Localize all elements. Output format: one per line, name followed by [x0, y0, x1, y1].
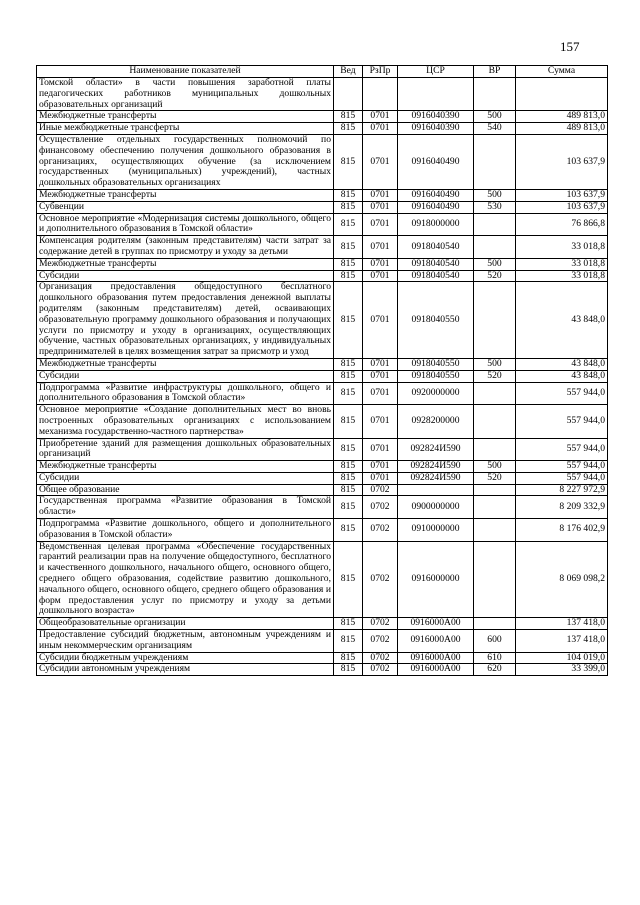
table-row	[37, 461, 608, 473]
cell-sum: 137 418,0	[516, 630, 608, 653]
table-row	[37, 519, 608, 542]
cell-ved: 815	[334, 472, 363, 484]
cell-rzpr: 0701	[363, 405, 398, 438]
table-row	[37, 111, 608, 123]
cell-sum: 43 848,0	[516, 370, 608, 382]
cell-csr: 0900000000	[398, 496, 474, 519]
cell-sum: 557 944,0	[516, 405, 608, 438]
cell-sum: 43 848,0	[516, 358, 608, 370]
cell-csr: 0918040550	[398, 358, 474, 370]
cell-name: Государственная программа «Развитие образования в Томской области»	[37, 496, 334, 519]
cell-csr: 0916000А00	[398, 618, 474, 630]
cell-rzpr	[363, 78, 398, 111]
table-row	[37, 78, 608, 111]
cell-vr	[474, 438, 516, 461]
cell-sum: 557 944,0	[516, 472, 608, 484]
cell-csr: 0928200000	[398, 405, 474, 438]
cell-sum: 76 866,8	[516, 213, 608, 236]
cell-vr: 500	[474, 461, 516, 473]
cell-ved: 815	[334, 201, 363, 213]
cell-vr: 500	[474, 358, 516, 370]
budget-table	[36, 65, 608, 676]
cell-name: Межбюджетные трансферты	[37, 258, 334, 270]
cell-rzpr: 0701	[363, 438, 398, 461]
cell-vr: 600	[474, 630, 516, 653]
cell-vr	[474, 484, 516, 496]
cell-sum: 557 944,0	[516, 382, 608, 405]
cell-rzpr: 0701	[363, 201, 398, 213]
cell-sum	[516, 78, 608, 111]
cell-ved: 815	[334, 405, 363, 438]
cell-ved: 815	[334, 258, 363, 270]
cell-vr	[474, 134, 516, 189]
cell-rzpr: 0702	[363, 664, 398, 676]
cell-sum: 557 944,0	[516, 461, 608, 473]
cell-ved: 815	[334, 438, 363, 461]
cell-csr	[398, 78, 474, 111]
cell-csr: 0918040550	[398, 370, 474, 382]
cell-name: Организация предоставления общедоступного бесплатного дошкольного образования путем предоставления денежной выплаты родителям (законным представителям) детей, осваивающих образовательную программу дошкольного образования и получающих услуги по присмотру и уходу в организациях, осуществляющих обучение, частных образовательных организациях, у индивидуальных предпринимателей в целях возмещения затрат за присмотр и уход	[37, 282, 334, 359]
cell-rzpr: 0702	[363, 496, 398, 519]
cell-csr: 0918040550	[398, 282, 474, 359]
cell-sum: 33 018,8	[516, 236, 608, 259]
cell-ved: 815	[334, 652, 363, 664]
cell-csr: 0918000000	[398, 213, 474, 236]
table-row	[37, 652, 608, 664]
cell-rzpr: 0701	[363, 258, 398, 270]
cell-ved: 815	[334, 664, 363, 676]
cell-name: Основное мероприятие «Создание дополнительных мест во вновь построенных образовательных организациях с использованием механизма государственно-частного партнерства»	[37, 405, 334, 438]
cell-ved: 815	[334, 358, 363, 370]
cell-name: Общее образование	[37, 484, 334, 496]
cell-rzpr: 0701	[363, 472, 398, 484]
cell-rzpr: 0701	[363, 189, 398, 201]
cell-csr: 0918040540	[398, 236, 474, 259]
cell-vr: 610	[474, 652, 516, 664]
cell-rzpr: 0702	[363, 484, 398, 496]
cell-sum: 8 227 972,9	[516, 484, 608, 496]
cell-csr: 0916040490	[398, 189, 474, 201]
column-header-name: Наименование показателей	[37, 66, 334, 78]
table-row	[37, 189, 608, 201]
cell-csr: 0920000000	[398, 382, 474, 405]
table-row	[37, 270, 608, 282]
cell-vr: 520	[474, 472, 516, 484]
table-row	[37, 370, 608, 382]
cell-csr: 0916000000	[398, 541, 474, 618]
table-row	[37, 618, 608, 630]
cell-sum: 103 637,9	[516, 201, 608, 213]
table-row	[37, 484, 608, 496]
table-row	[37, 123, 608, 135]
cell-ved: 815	[334, 189, 363, 201]
cell-rzpr: 0702	[363, 618, 398, 630]
cell-name: Основное мероприятие «Модернизация системы дошкольного, общего и дополнительного образования в Томской области»	[37, 213, 334, 236]
cell-vr: 500	[474, 258, 516, 270]
column-header-vr: ВР	[474, 66, 516, 78]
table-row	[37, 382, 608, 405]
table-row	[37, 630, 608, 653]
cell-rzpr: 0701	[363, 134, 398, 189]
cell-sum: 137 418,0	[516, 618, 608, 630]
cell-ved: 815	[334, 236, 363, 259]
cell-name: Подпрограмма «Развитие дошкольного, общего и дополнительного образования в Томской области»	[37, 519, 334, 542]
cell-name: Субсидии автономным учреждениям	[37, 664, 334, 676]
cell-rzpr: 0702	[363, 541, 398, 618]
cell-name: Субсидии	[37, 472, 334, 484]
cell-rzpr: 0701	[363, 370, 398, 382]
cell-vr	[474, 541, 516, 618]
column-header-rzpr: РзПр	[363, 66, 398, 78]
cell-ved: 815	[334, 213, 363, 236]
cell-ved: 815	[334, 541, 363, 618]
cell-rzpr: 0701	[363, 111, 398, 123]
cell-name: Компенсация родителям (законным представителям) части затрат за содержание детей в группах по присмотру и уходу за детьми	[37, 236, 334, 259]
cell-rzpr: 0701	[363, 270, 398, 282]
cell-rzpr: 0701	[363, 282, 398, 359]
cell-vr: 500	[474, 111, 516, 123]
cell-name: Субсидии	[37, 270, 334, 282]
table-row	[37, 496, 608, 519]
cell-rzpr: 0701	[363, 358, 398, 370]
cell-name: Осуществление отдельных государственных полномочий по финансовому обеспечению получения дошкольного образования в организациях, осуществляющих обучение (за исключением государственных (муниципальных) учреждений), частных дошкольных образовательных организациях	[37, 134, 334, 189]
cell-csr: 0916040390	[398, 111, 474, 123]
table-row	[37, 405, 608, 438]
cell-rzpr: 0701	[363, 382, 398, 405]
cell-name: Ведомственная целевая программа «Обеспечение государственных гарантий реализации прав на получение общедоступного, бесплатного и качественного дошкольного, начального общего, основного общего, среднего общего образования, содействие развитию дошкольного, начального общего, основного общего, среднего общего образования и форм предоставления услуг по присмотру и уходу за детьми дошкольного возраста»	[37, 541, 334, 618]
cell-name: Межбюджетные трансферты	[37, 358, 334, 370]
cell-vr: 530	[474, 201, 516, 213]
cell-rzpr: 0701	[363, 236, 398, 259]
cell-vr: 620	[474, 664, 516, 676]
cell-sum: 489 813,0	[516, 123, 608, 135]
cell-sum: 8 069 098,2	[516, 541, 608, 618]
cell-csr	[398, 484, 474, 496]
column-header-ved: Вед	[334, 66, 363, 78]
cell-rzpr: 0702	[363, 652, 398, 664]
cell-vr: 520	[474, 270, 516, 282]
column-header-sum: Сумма	[516, 66, 608, 78]
cell-ved: 815	[334, 496, 363, 519]
cell-name: Субвенции	[37, 201, 334, 213]
cell-vr	[474, 213, 516, 236]
table-row	[37, 201, 608, 213]
cell-name: Межбюджетные трансферты	[37, 111, 334, 123]
cell-name: Общеобразовательные организации	[37, 618, 334, 630]
cell-name: Приобретение зданий для размещения дошкольных образовательных организаций	[37, 438, 334, 461]
cell-vr	[474, 618, 516, 630]
cell-ved: 815	[334, 461, 363, 473]
cell-sum: 33 018,8	[516, 270, 608, 282]
cell-vr: 540	[474, 123, 516, 135]
cell-sum: 33 018,8	[516, 258, 608, 270]
table-row	[37, 236, 608, 259]
cell-csr: 092824И590	[398, 438, 474, 461]
cell-ved: 815	[334, 630, 363, 653]
cell-ved: 815	[334, 370, 363, 382]
cell-csr: 0916040490	[398, 201, 474, 213]
cell-ved: 815	[334, 270, 363, 282]
cell-sum: 489 813,0	[516, 111, 608, 123]
cell-csr: 092824И590	[398, 461, 474, 473]
cell-name: Субсидии бюджетным учреждениям	[37, 652, 334, 664]
cell-rzpr: 0702	[363, 630, 398, 653]
cell-name: Томской области» в части повышения заработной платы педагогических работников муниципальных дошкольных образовательных организаций	[37, 78, 334, 111]
cell-csr: 092824И590	[398, 472, 474, 484]
cell-csr: 0916040490	[398, 134, 474, 189]
cell-csr: 0910000000	[398, 519, 474, 542]
cell-sum: 43 848,0	[516, 282, 608, 359]
cell-vr	[474, 282, 516, 359]
cell-rzpr: 0701	[363, 461, 398, 473]
table-row	[37, 541, 608, 618]
cell-name: Межбюджетные трансферты	[37, 189, 334, 201]
cell-ved: 815	[334, 282, 363, 359]
table-row	[37, 213, 608, 236]
table-row	[37, 282, 608, 359]
cell-ved: 815	[334, 123, 363, 135]
cell-csr: 0918040540	[398, 270, 474, 282]
cell-vr: 520	[474, 370, 516, 382]
cell-ved: 815	[334, 519, 363, 542]
cell-name: Субсидии	[37, 370, 334, 382]
cell-rzpr: 0701	[363, 123, 398, 135]
table-row	[37, 358, 608, 370]
column-header-csr: ЦСР	[398, 66, 474, 78]
table-header-row	[37, 66, 608, 78]
page-number: 157	[560, 39, 580, 54]
cell-name: Подпрограмма «Развитие инфраструктуры дошкольного, общего и дополнительного образования в Томской области»	[37, 382, 334, 405]
cell-sum: 104 019,0	[516, 652, 608, 664]
cell-rzpr: 0701	[363, 213, 398, 236]
cell-ved: 815	[334, 134, 363, 189]
table-row	[37, 258, 608, 270]
cell-sum: 103 637,9	[516, 189, 608, 201]
cell-name: Предоставление субсидий бюджетным, автономным учреждениям и иным некоммерческим организациям	[37, 630, 334, 653]
cell-sum: 8 209 332,9	[516, 496, 608, 519]
cell-csr: 0916000А00	[398, 630, 474, 653]
cell-sum: 103 637,9	[516, 134, 608, 189]
cell-csr: 0916040390	[398, 123, 474, 135]
table-row	[37, 134, 608, 189]
cell-sum: 557 944,0	[516, 438, 608, 461]
cell-vr	[474, 236, 516, 259]
cell-ved: 815	[334, 382, 363, 405]
table-row	[37, 472, 608, 484]
cell-vr	[474, 519, 516, 542]
cell-csr: 0916000А00	[398, 664, 474, 676]
table-row	[37, 438, 608, 461]
cell-vr	[474, 496, 516, 519]
cell-sum: 33 399,0	[516, 664, 608, 676]
cell-ved	[334, 78, 363, 111]
table-body	[37, 78, 608, 676]
cell-vr	[474, 382, 516, 405]
cell-name: Иные межбюджетные трансферты	[37, 123, 334, 135]
cell-rzpr: 0702	[363, 519, 398, 542]
cell-vr	[474, 405, 516, 438]
cell-vr	[474, 78, 516, 111]
cell-csr: 0916000А00	[398, 652, 474, 664]
cell-name: Межбюджетные трансферты	[37, 461, 334, 473]
cell-ved: 815	[334, 484, 363, 496]
cell-vr: 500	[474, 189, 516, 201]
cell-sum: 8 176 402,9	[516, 519, 608, 542]
cell-csr: 0918040540	[398, 258, 474, 270]
cell-ved: 815	[334, 618, 363, 630]
table-row	[37, 664, 608, 676]
cell-ved: 815	[334, 111, 363, 123]
